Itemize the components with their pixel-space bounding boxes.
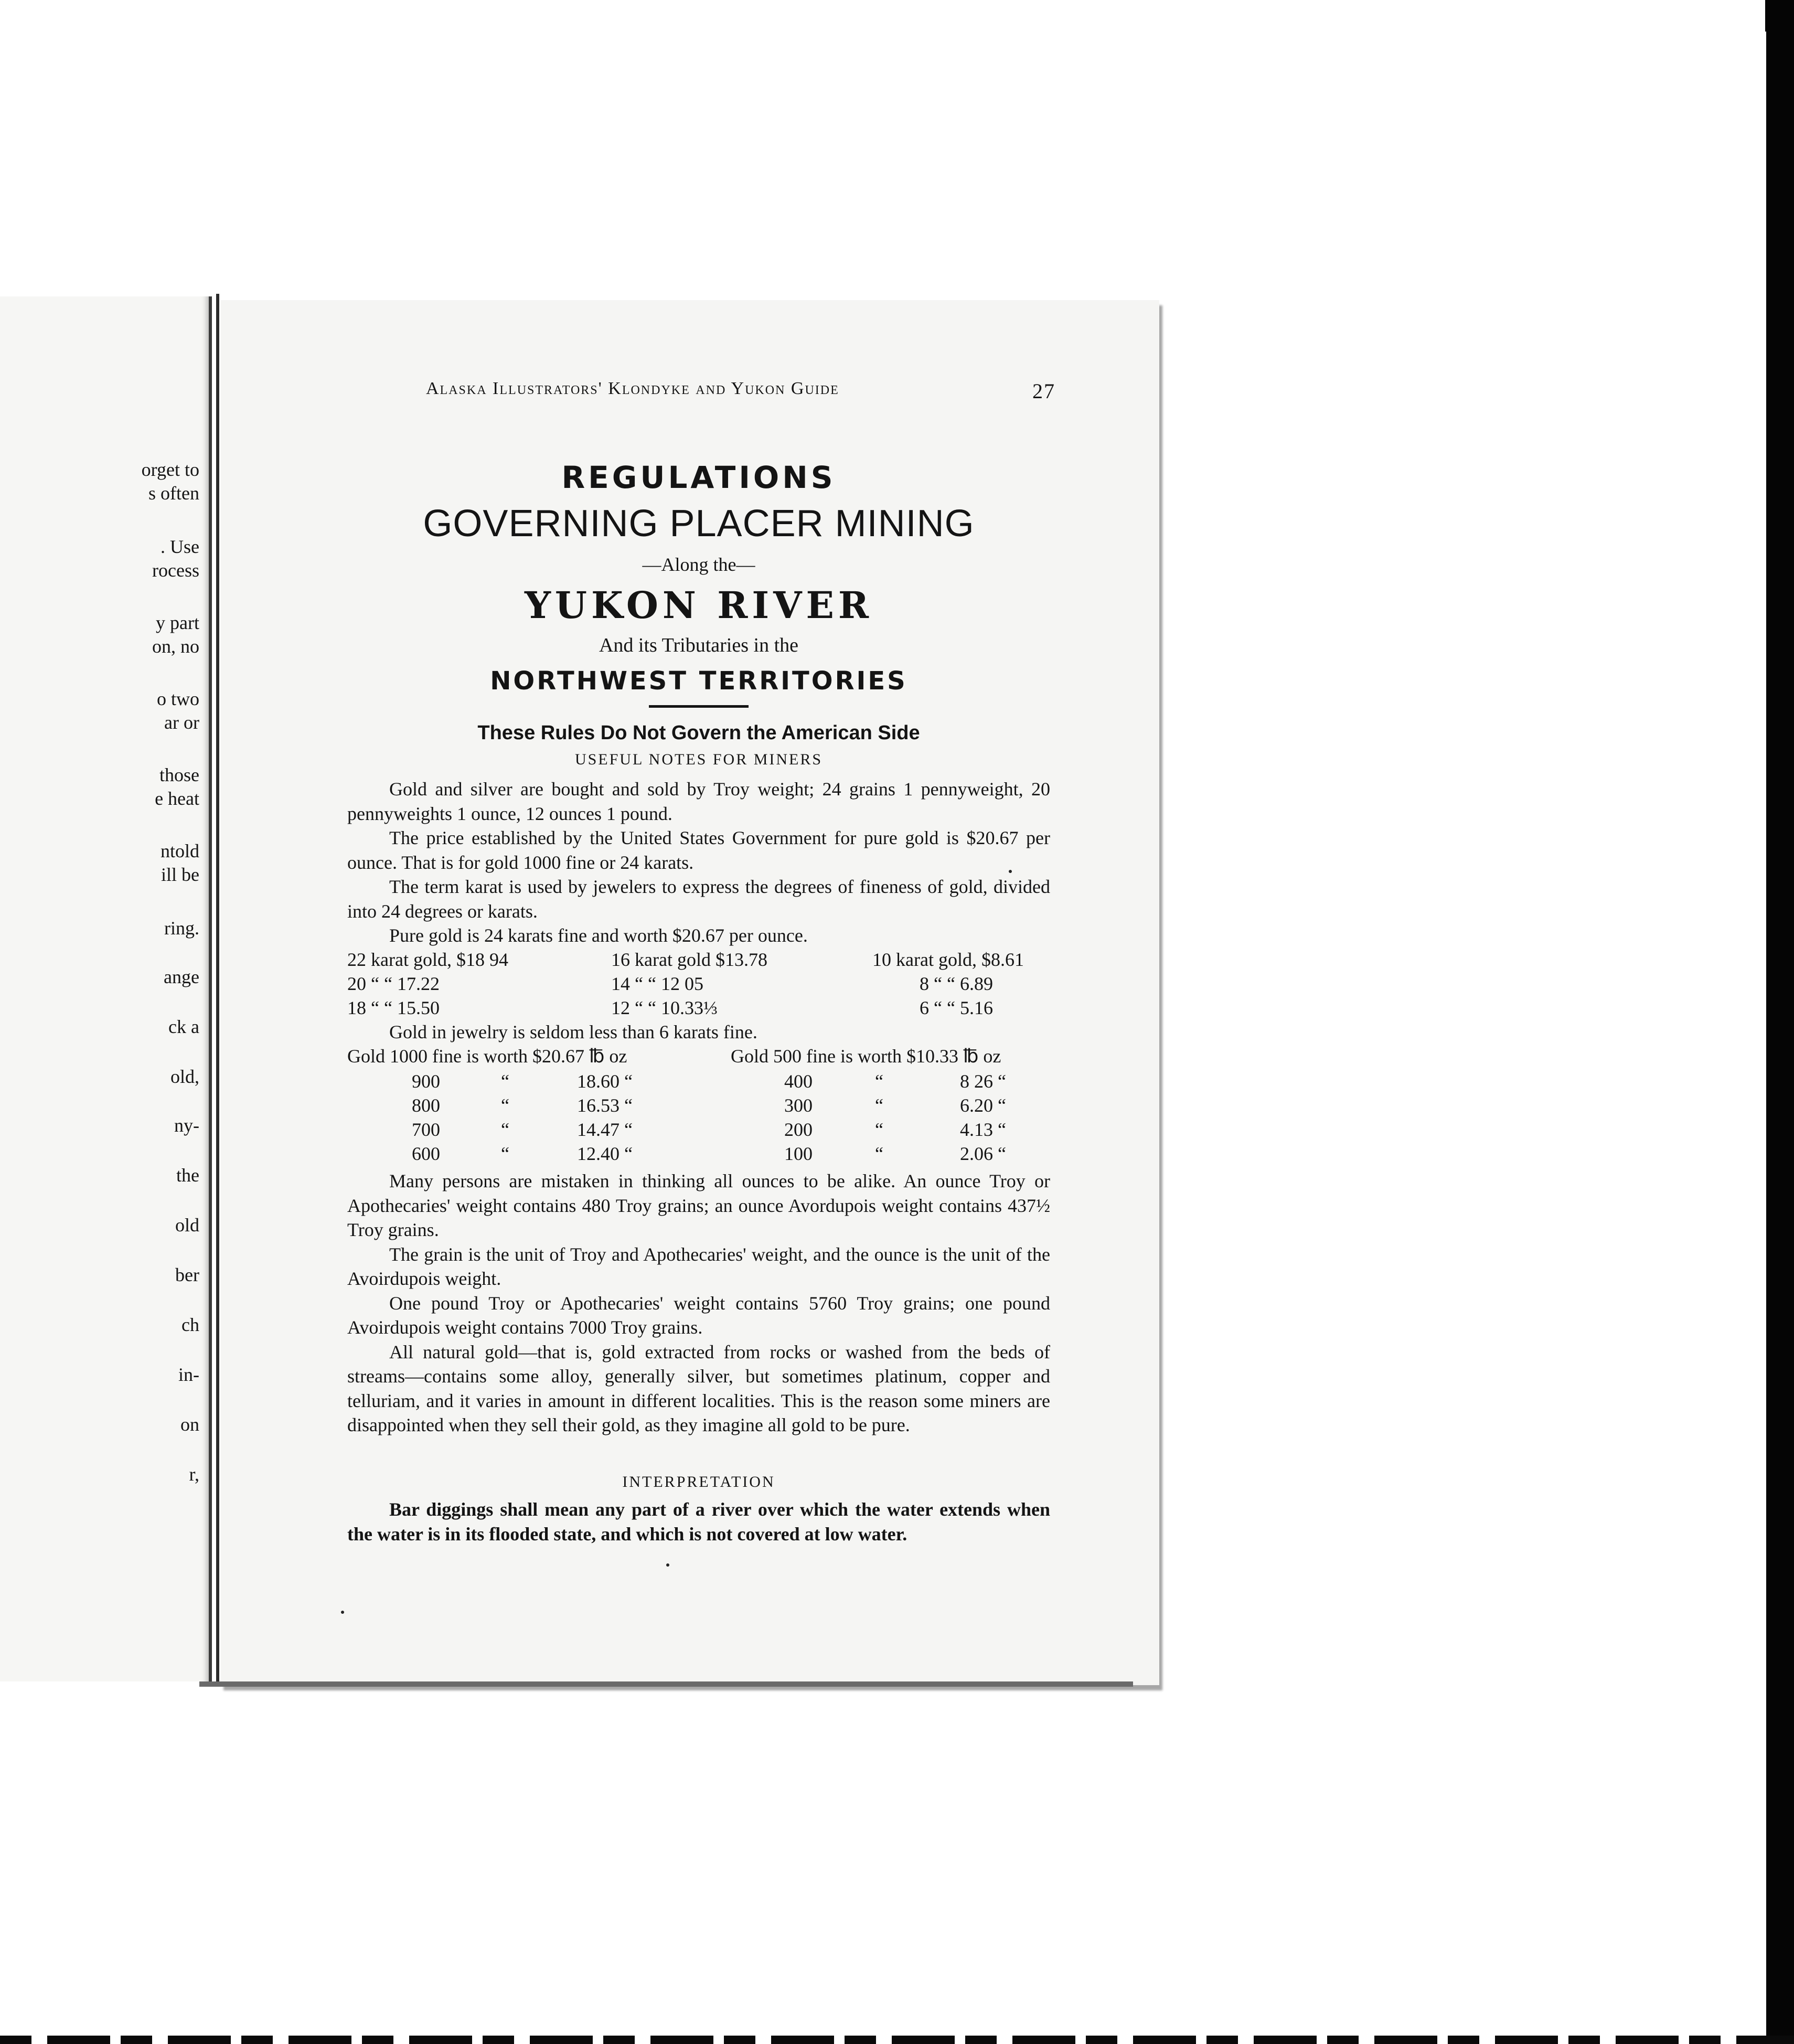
subtitle-american-side: These Rules Do Not Govern the American Side <box>477 722 920 744</box>
scan-border-bottom <box>0 2036 1794 2044</box>
fineness-cell: 900 <box>412 1071 440 1092</box>
previous-page-fragment: ntold <box>160 840 199 861</box>
title-block <box>347 456 1050 772</box>
title-governing-placer-mining: GOVERNING PLACER MINING <box>423 503 975 545</box>
fineness-header-left: Gold 1000 fine is worth $20.67 ℔ oz <box>347 1046 627 1067</box>
fineness-cell: 8 26 “ <box>960 1071 1006 1092</box>
note-paragraph: One pound Troy or Apothecaries' weight contains 5760 Troy grains; one pound Avoirdupois weight contains 7000 Troy grains. <box>347 1292 1050 1338</box>
previous-page-fragment: ar or <box>164 712 199 733</box>
interpretation-text: Bar diggings shall mean any part of a river over which the water extends when the water is in its flooded state, and which is not covered at low water. <box>347 1499 1050 1545</box>
print-speck <box>666 1563 669 1567</box>
page-edge-shadow <box>199 1681 1133 1687</box>
previous-page-fragment: o two <box>157 688 199 709</box>
note-paragraph: The price established by the United States Government for pure gold is $20.67 per ounce. That is for gold 1000 fine or 24 karats. <box>347 827 1050 873</box>
fineness-cell: “ <box>501 1095 509 1116</box>
fineness-cell: “ <box>501 1143 509 1164</box>
fineness-cell: 12.40 “ <box>577 1143 633 1164</box>
karat-cell: 18 “ “ 15.50 <box>347 997 440 1018</box>
interpretation-body <box>347 1497 1050 1546</box>
fineness-cell: 200 <box>784 1119 813 1140</box>
previous-page-fragment: old, <box>170 1066 199 1087</box>
note-paragraph: Gold and silver are bought and sold by Troy weight; 24 grains 1 pennyweight, 20 pennyweights 1 ounce, 12 ounces 1 pound. <box>347 779 1050 824</box>
previous-page-fragment: old <box>175 1215 199 1236</box>
notes-paragraphs <box>347 777 1050 948</box>
more-notes <box>347 1169 1050 1438</box>
scan-border-right <box>1765 0 1794 2044</box>
fineness-cell: 4.13 “ <box>960 1119 1006 1140</box>
jewelry-note <box>347 1020 1050 1045</box>
previous-page-fragment: rocess <box>152 560 199 581</box>
notes-heading: USEFUL NOTES FOR MINERS <box>574 751 823 768</box>
print-speck <box>1009 870 1012 873</box>
previous-page-fragment: e heat <box>155 788 199 809</box>
fineness-cell: 800 <box>412 1095 440 1116</box>
previous-page-fragment: in- <box>178 1364 199 1385</box>
title-northwest-territories: NORTHWEST TERRITORIES <box>490 666 907 696</box>
jewelry-note-text: Gold in jewelry is seldom less than 6 karats fine. <box>389 1021 757 1042</box>
fineness-cell: 6.20 “ <box>960 1095 1006 1116</box>
previous-page-fragment: ck a <box>168 1016 199 1037</box>
page-number: 27 <box>1032 379 1055 403</box>
previous-page-fragment: on <box>180 1414 199 1435</box>
fineness-cell: 300 <box>784 1095 813 1116</box>
interpretation-heading: INTERPRETATION <box>622 1473 775 1491</box>
title-divider-rule <box>649 705 749 708</box>
previous-page-fragment: r, <box>189 1464 199 1485</box>
previous-page-fragment: . Use <box>161 536 199 557</box>
note-paragraph: All natural gold—that is, gold extracted from rocks or washed from the beds of streams—contains some alloy, generally silver, but sometimes platinum, copper and telluriam, and it varies in amount in different localities. This is the reason some miners are disappointed when they sell their gold, as they imagine all gold to be pure. <box>347 1341 1050 1435</box>
previous-page-fragment: ring. <box>164 918 199 939</box>
previous-page-fragment: ber <box>175 1264 199 1285</box>
previous-page-fragment: orget to <box>141 459 199 480</box>
fineness-cell: 100 <box>784 1143 813 1164</box>
fineness-cell: 700 <box>412 1119 440 1140</box>
fineness-cell: 18.60 “ <box>577 1071 633 1092</box>
karat-cell: 6 “ “ 5.16 <box>920 997 993 1018</box>
fineness-cell: 600 <box>412 1143 440 1164</box>
fineness-cell: “ <box>875 1143 883 1164</box>
previous-page-fragment: s often <box>148 483 199 504</box>
previous-page-fragment: on, no <box>152 636 199 657</box>
previous-page-fragment: those <box>159 764 199 785</box>
previous-page-fragment: ch <box>181 1314 199 1335</box>
fineness-cell: 2.06 “ <box>960 1143 1006 1164</box>
fineness-cell: “ <box>875 1095 883 1116</box>
title-tributaries: And its Tributaries in the <box>599 634 799 656</box>
karat-cell: 16 karat gold $13.78 <box>611 949 767 970</box>
previous-page-fragment: y part <box>156 612 199 633</box>
note-paragraph: Pure gold is 24 karats fine and worth $20.67 per ounce. <box>389 925 808 946</box>
karat-cell: 14 “ “ 12 05 <box>611 973 703 994</box>
title-yukon-river: YUKON RIVER <box>524 583 873 627</box>
previous-page-fragment: ny- <box>174 1115 199 1136</box>
book-gutter <box>216 294 219 1684</box>
note-paragraph: Many persons are mistaken in thinking all ounces to be alike. An ounce Troy or Apothecaries' weight contains 480 Troy grains; an ounce Avordupois weight contains 437½ Troy grains. <box>347 1170 1050 1240</box>
previous-page-fragment: ange <box>164 966 199 987</box>
karat-cell: 10 karat gold, $8.61 <box>872 949 1024 970</box>
karat-cell: 8 “ “ 6.89 <box>920 973 993 994</box>
fineness-cell: “ <box>501 1119 509 1140</box>
running-head-title: Alaska Illustrators' Klondyke and Yukon Guide <box>426 379 839 398</box>
fineness-cell: 16.53 “ <box>577 1095 633 1116</box>
fineness-header-right: Gold 500 fine is worth $10.33 ℔ oz <box>731 1046 1001 1067</box>
fineness-cell: “ <box>875 1119 883 1140</box>
karat-cell: 12 “ “ 10.33⅓ <box>611 997 718 1018</box>
fineness-cell: “ <box>875 1071 883 1092</box>
previous-page-fragment: the <box>176 1165 199 1186</box>
previous-page <box>0 296 212 1681</box>
karat-cell: 20 “ “ 17.22 <box>347 973 440 994</box>
karat-cell: 22 karat gold, $18 94 <box>347 949 508 970</box>
note-paragraph: The grain is the unit of Troy and Apothecaries' weight, and the ounce is the unit of the Avoirdupois weight. <box>347 1243 1050 1289</box>
fineness-cell: 14.47 “ <box>577 1119 633 1140</box>
fineness-cell: “ <box>501 1071 509 1092</box>
note-paragraph: The term karat is used by jewelers to express the degrees of fineness of gold, divided into 24 degrees or karats. <box>347 876 1050 922</box>
fineness-cell: 400 <box>784 1071 813 1092</box>
previous-page-fragment: ill be <box>161 864 199 885</box>
print-speck <box>341 1611 344 1614</box>
title-along-the: —Along the— <box>642 554 755 575</box>
title-regulations: REGULATIONS <box>561 460 836 495</box>
